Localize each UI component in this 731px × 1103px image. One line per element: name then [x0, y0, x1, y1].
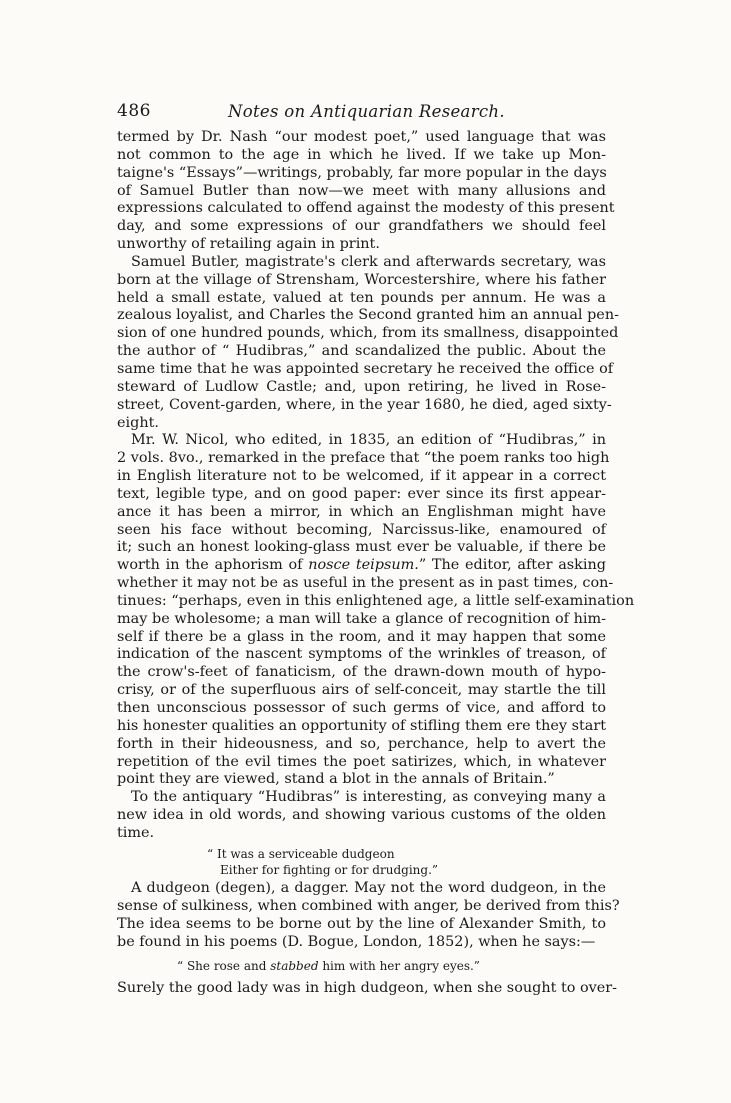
paragraph-4	[117, 789, 606, 843]
text-line: time.	[117, 824, 155, 841]
text-line: born at the village of Strensham, Worcestershire, where his father	[117, 271, 606, 288]
aphorism-prefix: worth in the aphorism of	[117, 557, 309, 574]
text-line: To the antiquary “Hudibras” is interesting, as conveying many a	[131, 789, 606, 806]
text-line: new idea in old words, and showing various customs of the olden	[117, 807, 606, 824]
verse-line: “ It was a serviceable dudgeon	[207, 847, 395, 861]
text-line: taigne's “Essays”—writings, probably, far more popular in the days	[117, 164, 607, 181]
text-line: forth in their hideousness, and so, perchance, help to avert the	[117, 735, 606, 752]
text-line: sense of sulkiness, when combined with anger, be derived from this?	[117, 897, 620, 914]
text-line: Surely the good lady was in high dudgeon, when she sought to over-	[117, 980, 618, 996]
text-line: Samuel Butler, magistrate's clerk and afterwards secretary, was	[131, 253, 606, 270]
paragraph-2	[117, 253, 619, 432]
text-line: may be wholesome; a man will take a glance of recognition of him-	[117, 610, 606, 627]
body-text	[117, 129, 635, 843]
text-line: day, and some expressions of our grandfathers we should feel	[117, 218, 606, 235]
verse-quote-1	[207, 846, 438, 878]
text-line: eight.	[117, 414, 159, 431]
text-line: the crow's-feet of fanaticism, of the drawn-down mouth of hypo-	[117, 664, 606, 681]
text-line: his honester qualities an opportunity of stifling them ere they start	[117, 717, 606, 734]
text-line: in English literature not to be welcomed, if it appear in a correct	[117, 468, 606, 485]
text-line: tinues: “perhaps, even in this enlightened age, a little self-examination	[117, 592, 635, 609]
verse-line: Either for fighting or for drudging.”	[220, 863, 439, 877]
text-line-aphorism	[117, 557, 606, 575]
text-line: 2 vols. 8vo., remarked in the preface that “the poem ranks too high	[117, 450, 610, 467]
aphorism-suffix: ” The editor, after asking	[418, 557, 606, 574]
text-line: same time that he was appointed secretary he received the office of	[117, 360, 614, 377]
text-line: repetition of the evil times the poet satirizes, which, in whatever	[117, 753, 606, 770]
verse-italic-word: stabbed	[270, 959, 319, 973]
text-line: A dudgeon (degen), a dagger. May not the word dudgeon, in the	[131, 880, 606, 896]
text-line: zealous loyalist, and Charles the Second granted him an annual pen-	[117, 307, 619, 324]
paragraph-1	[117, 129, 615, 254]
text-line: be found in his poems (D. Bogue, London, 1852), when he says:—	[117, 933, 596, 950]
text-line: whether it may not be as useful in the present as in past times, con-	[117, 575, 614, 592]
text-line: Mr. W. Nicol, who edited, in 1835, an edition of “Hudibras,” in	[131, 432, 606, 449]
text-line: crisy, or of the superfluous airs of self-conceit, may startle the till	[117, 682, 606, 699]
text-line: it; such an honest looking-glass must ever be valuable, if there be	[117, 539, 606, 556]
text-line: ance it has been a mirror, in which an Englishman might have	[117, 503, 606, 520]
text-line: self if there be a glass in the room, and it may happen that some	[117, 628, 606, 645]
text-line: termed by Dr. Nash “our modest poet,” used language that was	[117, 129, 606, 145]
page-header	[117, 101, 606, 125]
text-line: expressions calculated to offend against the modesty of this present	[117, 200, 615, 217]
running-title: Notes on Antiquarian Research.	[228, 102, 505, 121]
text-line: The idea seems to be borne out by the line of Alexander Smith, to	[117, 915, 606, 932]
text-line: seen his face without becoming, Narcissus-like, enamoured of	[117, 521, 606, 538]
text-line: steward of Ludlow Castle; and, upon retiring, he lived in Rose-	[117, 378, 606, 395]
text-line: the author of “ Hudibras,” and scandalized the public. About the	[117, 343, 606, 360]
text-line: not common to the age in which he lived. If we take up Mon-	[117, 146, 606, 163]
body-text-final	[117, 980, 618, 998]
verse-quote-2	[177, 958, 480, 974]
verse-prefix: “ She rose and	[177, 959, 271, 973]
text-line: text, legible type, and on good paper: ever since its first appear-	[117, 485, 606, 502]
paragraph-3	[117, 432, 635, 789]
text-line: street, Covent-garden, where, in the year 1680, he died, aged sixty-	[117, 396, 612, 413]
text-line: unworthy of retailing again in print.	[117, 236, 380, 253]
paragraph-5	[117, 880, 620, 951]
text-line: of Samuel Butler than now—we meet with many allusions and	[117, 182, 606, 199]
text-line: held a small estate, valued at ten pounds per annum. He was a	[117, 289, 606, 306]
body-text-continued	[117, 880, 620, 951]
latin-phrase: nosce teipsum.	[308, 557, 419, 574]
page-number: 486	[117, 101, 151, 121]
text-line: point they are viewed, stand a blot in the annals of Britain.”	[117, 771, 555, 788]
text-line: indication of the nascent symptoms of the wrinkles of treason, of	[117, 646, 606, 663]
text-line: sion of one hundred pounds, which, from its smallness, disappointed	[117, 325, 619, 342]
verse-suffix: him with her angry eyes.”	[318, 959, 480, 973]
text-line: then unconscious possessor of such germs of vice, and afford to	[117, 700, 606, 716]
